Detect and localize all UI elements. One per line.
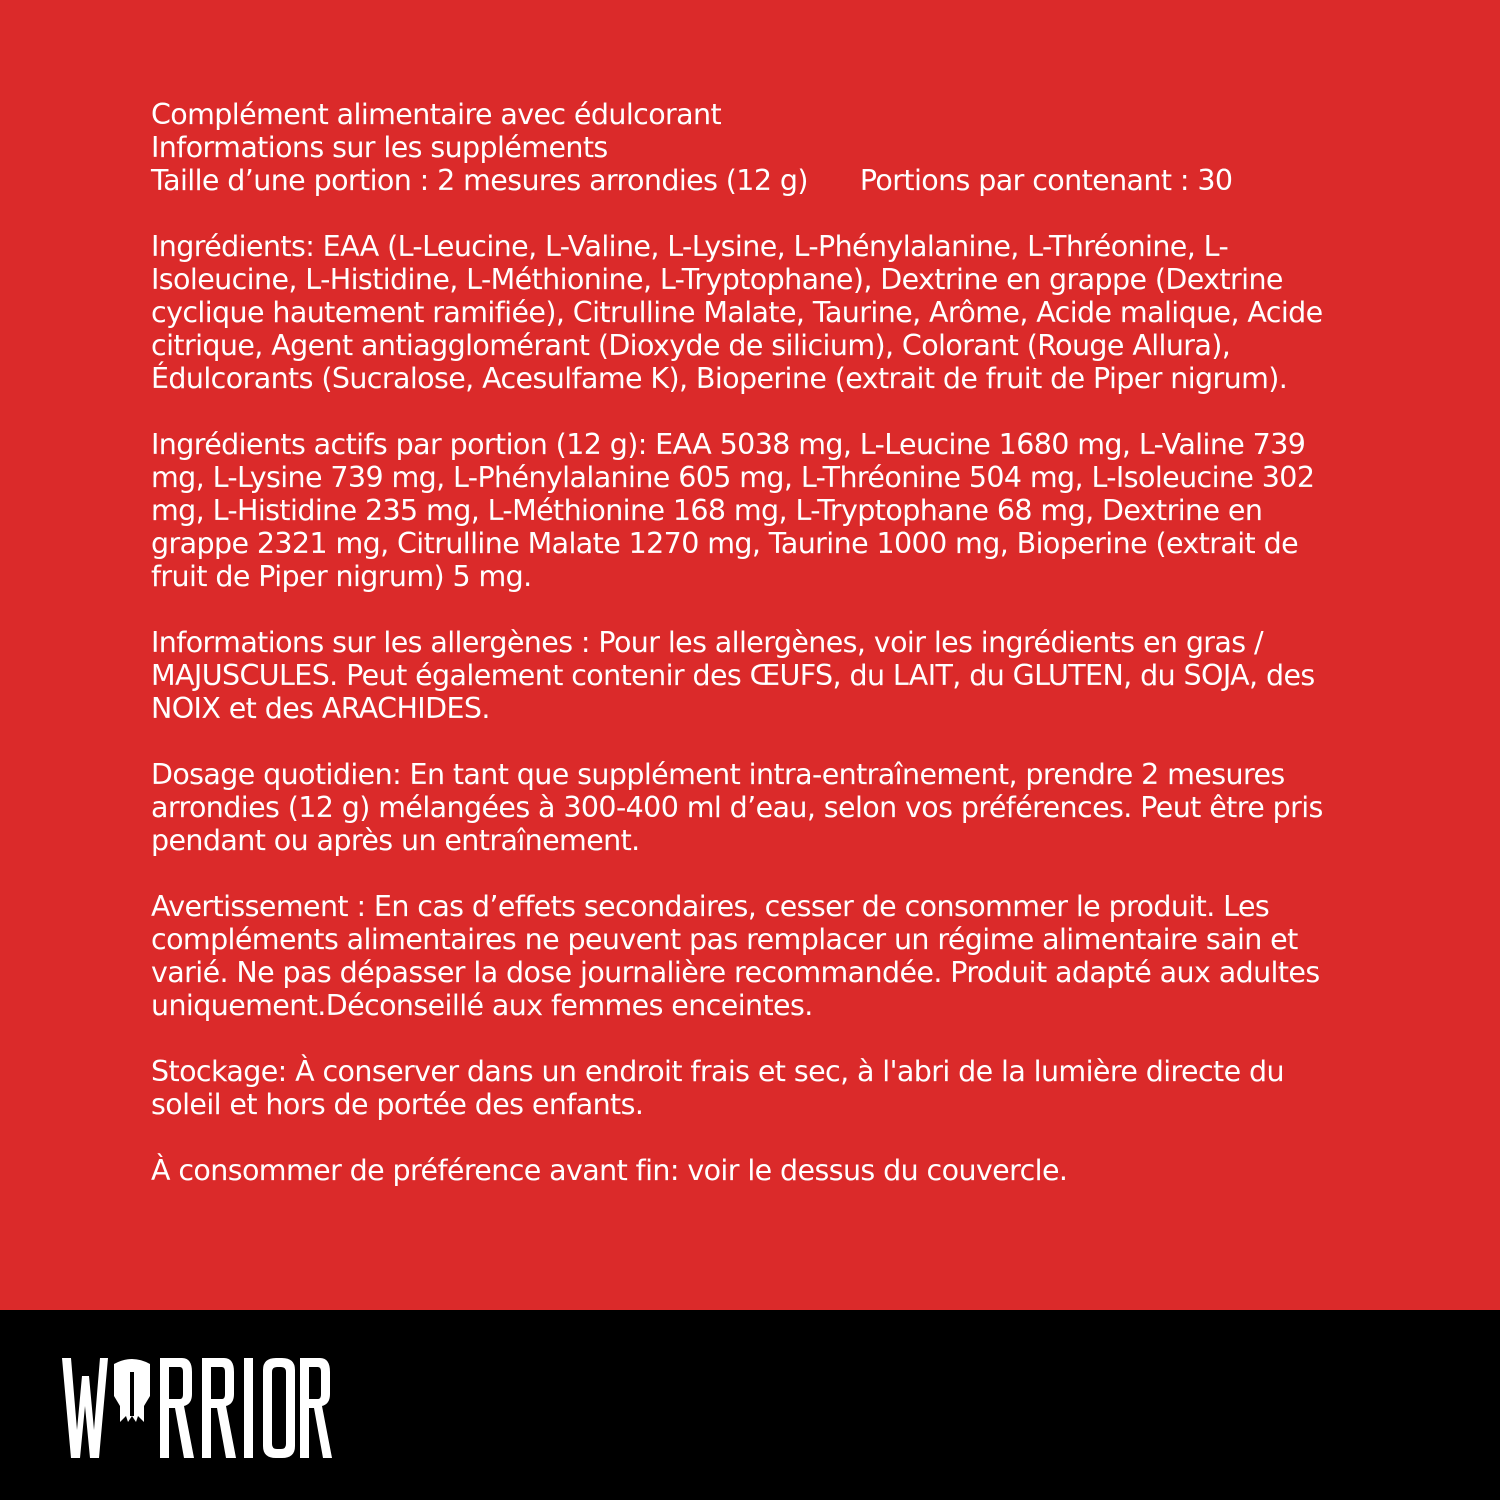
label-header xyxy=(151,98,1361,197)
serving-row xyxy=(151,164,1361,197)
label-text-block xyxy=(151,98,1361,1220)
dosage-paragraph: Dosage quotidien: En tant que supplément intra-entraînement, prendre 2 mesures arrondies (12 g) mélangées à 300-400 ml d’eau, selon vos préférences. Peut être pris pendant ou après un entraînement. xyxy=(151,758,1323,857)
best-before-paragraph: À consommer de préférence avant fin: voir le dessus du couvercle. xyxy=(151,1154,1068,1187)
serving-size: Taille d’une portion : 2 mesures arrondies (12 g) xyxy=(151,164,808,197)
product-type: Complément alimentaire avec édulcorant xyxy=(151,98,722,131)
warrior-logo-icon xyxy=(62,1358,332,1458)
ingredients-paragraph: Ingrédients: EAA (L-Leucine, L-Valine, L-Lysine, L-Phénylalanine, L-Thréonine, L-Isoleucine, L-Histidine, L-Méthionine, L-Tryptophane), Dextrine en grappe (Dextrine cyclique hautement ramifiée), Citrulline Malate, Taurine, Arôme, Acide malique, Acide citrique, Agent antiagglomérant (Dioxyde de silicium), Colorant (Rouge Allura), Édulcorants (Sucralose, Acesulfame K), Bioperine (extrait de fruit de Piper nigrum). xyxy=(151,230,1323,395)
supplement-info-title: Informations sur les suppléments xyxy=(151,131,608,164)
warning-paragraph: Avertissement : En cas d’effets secondaires, cesser de consommer le produit. Les compléments alimentaires ne peuvent pas remplacer un régime alimentaire sain et varié. Ne pas dépasser la dose journalière recommandée. Produit adapté aux adultes uniquement.Déconseillé aux femmes enceintes. xyxy=(151,890,1320,1022)
active-ingredients-paragraph: Ingrédients actifs par portion (12 g): EAA 5038 mg, L-Leucine 1680 mg, L-Valine 739 mg, L-Lysine 739 mg, L-Phénylalanine 605 mg, L-Thréonine 504 mg, L-Isoleucine 302 mg, L-Histidine 235 mg, L-Méthionine 168 mg, L-Tryptophane 68 mg, Dextrine en grappe 2321 mg, Citrulline Malate 1270 mg, Taurine 1000 mg, Bioperine (extrait de fruit de Piper nigrum) 5 mg. xyxy=(151,428,1315,593)
storage-paragraph: Stockage: À conserver dans un endroit frais et sec, à l'abri de la lumière directe du soleil et hors de portée des enfants. xyxy=(151,1055,1284,1121)
allergens-paragraph: Informations sur les allergènes : Pour les allergènes, voir les ingrédients en gras / MAJUSCULES. Peut également contenir des ŒUFS, du LAIT, du GLUTEN, du SOJA, des NOIX et des ARACHIDES. xyxy=(151,626,1315,725)
servings-per-container: Portions par contenant : 30 xyxy=(859,164,1233,197)
